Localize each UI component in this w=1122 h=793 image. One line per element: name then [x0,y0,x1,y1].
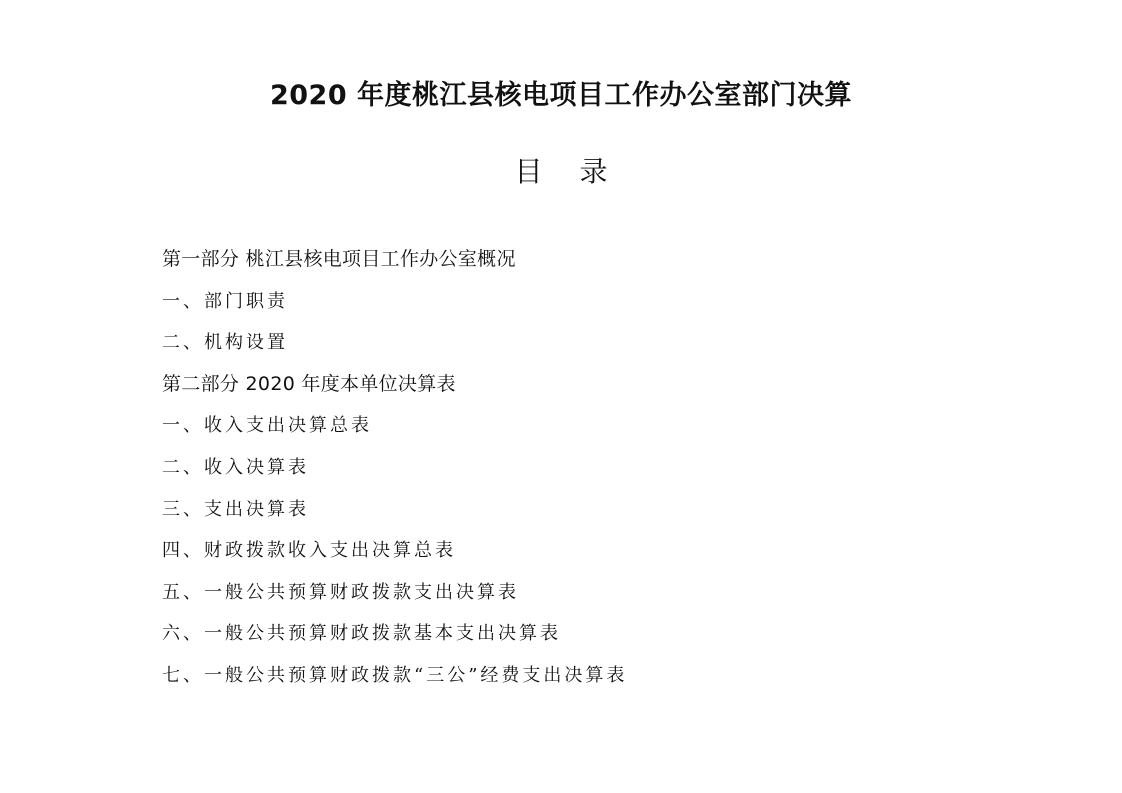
toc-item-income-table[interactable]: 二、收入决算表 [162,456,309,478]
toc-item-three-public-expenses[interactable]: 七、一般公共预算财政拨款“三公”经费支出决算表 [162,664,628,686]
toc-item-general-budget-expenditure[interactable]: 五、一般公共预算财政拨款支出决算表 [162,581,519,603]
toc-part-1[interactable]: 第一部分 桃江县核电项目工作办公室概况 [162,248,516,270]
toc-item-expenditure-table[interactable]: 三、支出决算表 [162,498,309,520]
toc-heading: 目 录 [514,155,622,188]
toc-item-general-budget-basic-expenditure[interactable]: 六、一般公共预算财政拨款基本支出决算表 [162,623,561,645]
toc-item-fiscal-appropriation-summary[interactable]: 四、财政拨款收入支出决算总表 [162,540,456,562]
table-of-contents [162,239,962,697]
document-title: 2020 年度桃江县核电项目工作办公室部门决算 [269,80,853,111]
toc-item-organization-setup[interactable]: 二、机构设置 [162,332,288,354]
toc-part-2[interactable]: 第二部分 2020 年度本单位决算表 [162,372,456,395]
toc-item-department-duties[interactable]: 一、部门职责 [162,290,288,312]
toc-item-income-expenditure-summary[interactable]: 一、收入支出决算总表 [162,415,372,437]
